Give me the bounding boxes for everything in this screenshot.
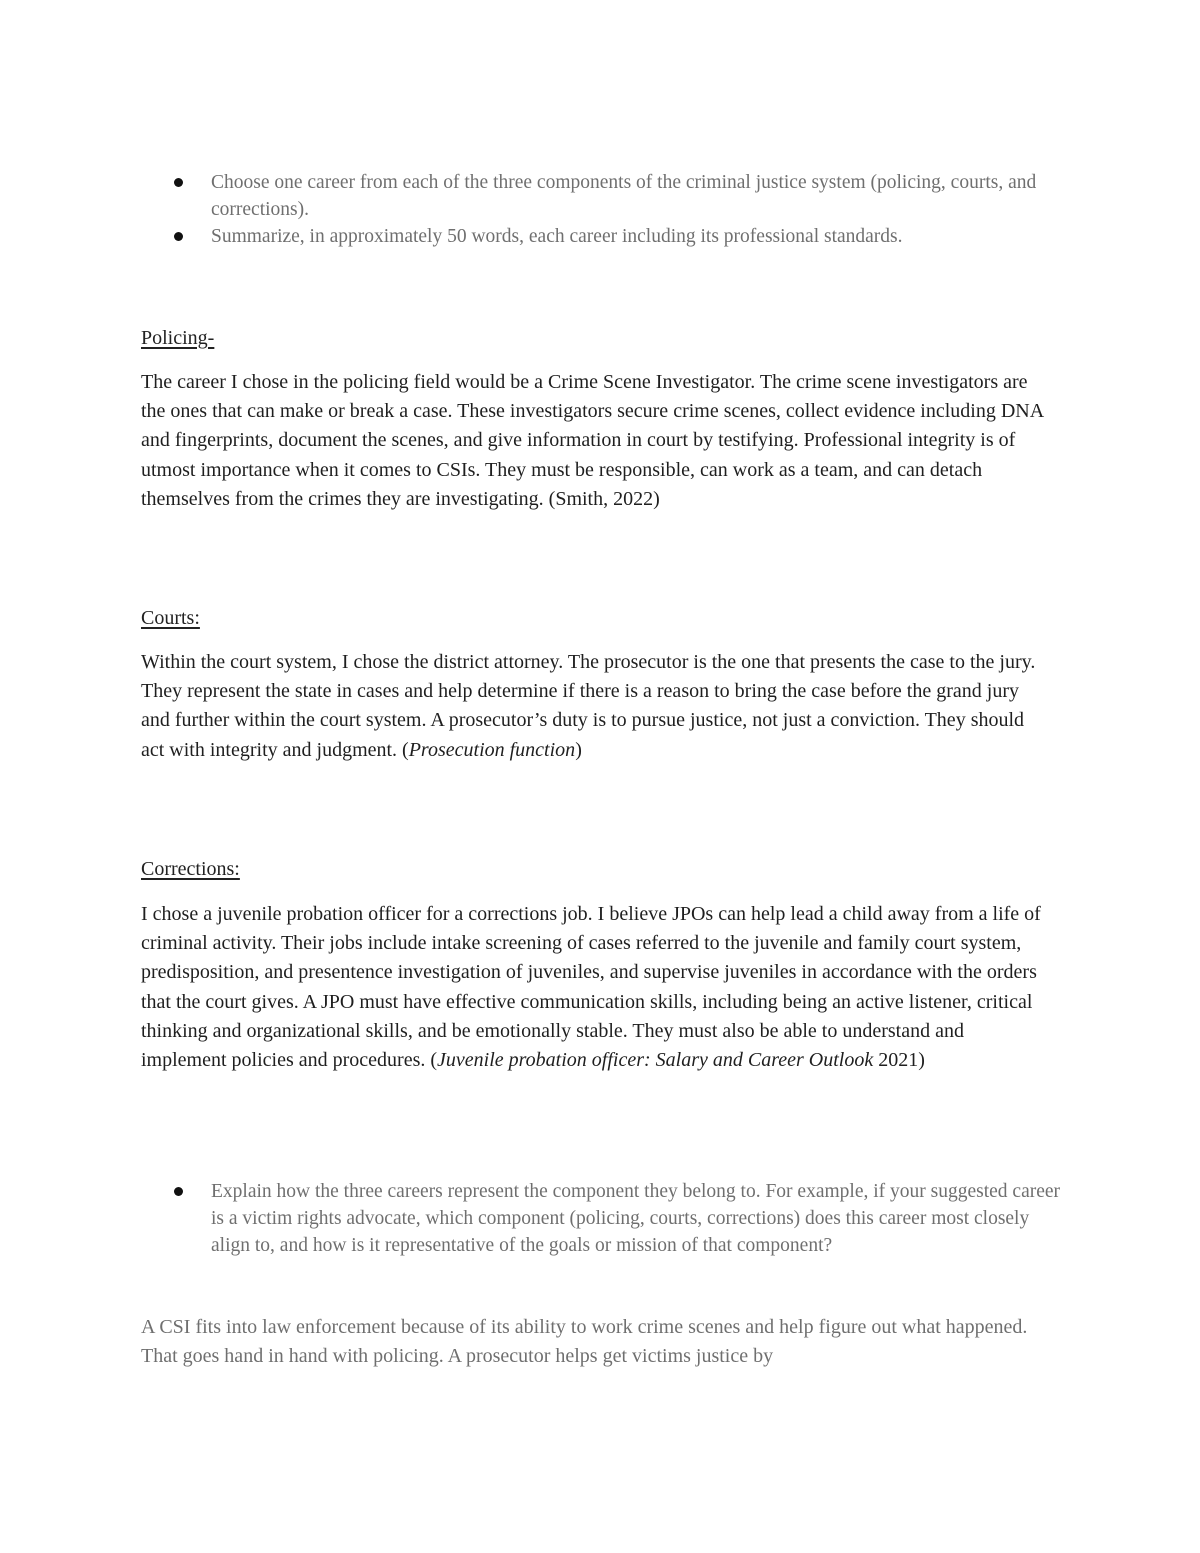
courts-body-text: Within the court system, I chose the district attorney. The prosecutor is the one that presents the case to the jury. They represent the state in cases and help determine if there is a reason to bring the case before the grand jury and further within the court system. A prosecutor’s duty is to pursue justice, not just a conviction. They should act with integrity and judgment. ( (141, 651, 1036, 761)
courts-body-end: ) (575, 738, 582, 761)
final-paragraph: A CSI fits into law enforcement because of its ability to work crime scenes and help figure out what happened. That goes hand in hand with policing. A prosecutor helps get victims justice by (141, 1316, 1028, 1368)
corrections-body-end: 2021) (873, 1049, 925, 1072)
instruction-list-top (170, 169, 1070, 250)
bullet-icon (174, 1187, 183, 1196)
courts-citation: Prosecution function (408, 738, 576, 761)
instruction-list-bottom (170, 1178, 1070, 1259)
instruction-text: Choose one career from each of the three components of the criminal justice system (policing, courts, and corrections). (211, 172, 1037, 220)
corrections-paragraph (141, 900, 1051, 1075)
bullet-icon (174, 232, 183, 241)
bullet-icon (174, 178, 183, 187)
instruction-item (170, 223, 1070, 250)
courts-paragraph (141, 648, 1051, 765)
courts-heading: Courts: (141, 607, 200, 629)
instruction-text: Summarize, in approximately 50 words, each career including its professional standards. (211, 226, 903, 247)
policing-paragraph: The career I chose in the policing field would be a Crime Scene Investigator. The crime scene investigators are the ones that can make or break a case. These investigators secure crime scenes, collect evidence including DNA and fingerprints, document the scenes, and give information in court by testifying. Professional integrity is of utmost importance when it comes to CSIs. They must be responsible, can work as a team, and can detach themselves from the crimes they are investigating. (Smith, 2022) (141, 371, 1044, 510)
instruction-item (170, 169, 1070, 223)
corrections-citation: Juvenile probation officer: Salary and Career Outlook (437, 1049, 874, 1072)
instruction-item (170, 1178, 1070, 1259)
corrections-body-text: I chose a juvenile probation officer for a corrections job. I believe JPOs can help lead a child away from a life of criminal activity. Their jobs include intake screening of cases referred to the juvenile and family court system, predisposition, and presentence investigation of juveniles, and supervise juveniles in accordance with the orders that the court gives. A JPO must have effective communication skills, including being an active listener, critical thinking and organizational skills, and be emotionally stable. They must also be able to understand and implement policies and procedures. ( (141, 903, 1041, 1072)
instruction-text: Explain how the three careers represent the component they belong to. For example, if your suggested career is a victim rights advocate, which component (policing, courts, corrections) does this career most closely align to, and how is it representative of the goals or mission of that component? (211, 1181, 1061, 1256)
policing-heading: Policing- (141, 327, 215, 349)
corrections-heading: Corrections: (141, 858, 240, 880)
